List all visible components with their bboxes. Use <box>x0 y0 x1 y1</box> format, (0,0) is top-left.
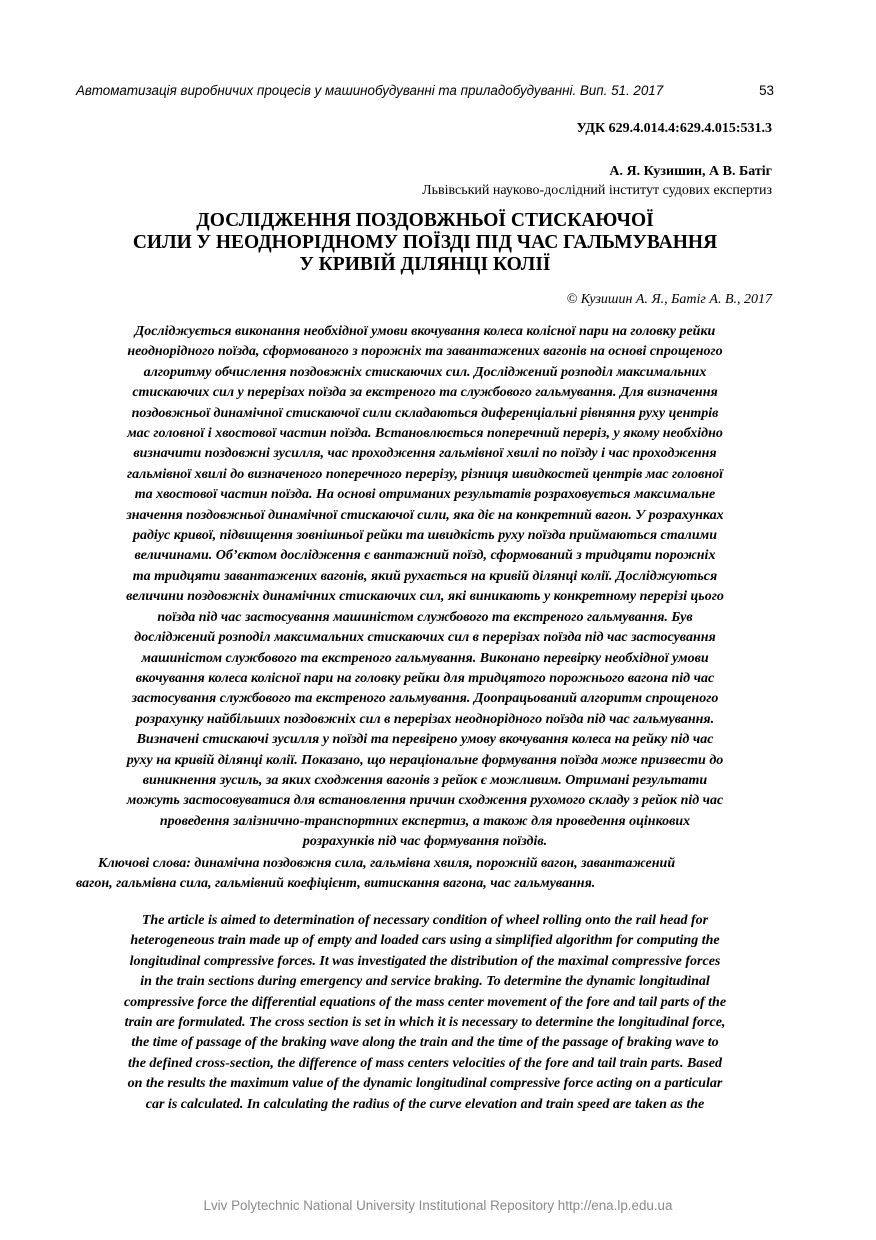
abstract-line: можуть застосовуватися для встановлення причин сходження рухомого складу з рейок під час <box>126 793 724 809</box>
abstract-line: train are formulated. The cross section is set in which it is necessary to determine the longitudinal force, <box>124 1015 726 1031</box>
repository-footer: Lviv Polytechnic National University Institutional Repository http://ena.lp.edu.ua <box>203 1198 673 1213</box>
copyright: © Кузишин А. Я., Батіг А. В., 2017 <box>566 292 772 307</box>
affiliation: Львівський науково-дослідний інститут судових експертиз <box>422 183 772 198</box>
title-line: ДОСЛІДЖЕННЯ ПОЗДОВЖНЬОЇ СТИСКАЮЧОЇ <box>196 210 654 231</box>
abstract-line: мас головної і хвостової частин поїзда. Встановлюється поперечний переріз, у якому необхідно <box>127 426 723 442</box>
abstract-line: Досліджується виконання необхідної умови вкочування колеса колісної пари на головку рейки <box>134 324 716 339</box>
abstract-line: the defined cross-section, the difference of mass centers velocities of the fore and tail train parts. Based <box>128 1055 722 1071</box>
abstract-line: та хвостової частин поїзда. На основі отриманих результатів розраховується максимальне <box>134 487 716 503</box>
abstract-line: вкочування колеса колісної пари на головку рейки для тридцятого порожнього вагона під час <box>135 670 715 686</box>
abstract-line: визначити поздовжні зусилля, час проходження гальмівної хвилі по поїзду і час проходження <box>133 446 717 462</box>
abstract-line: on the results the maximum value of the dynamic longitudinal compressive force acting on a particular <box>127 1076 723 1092</box>
abstract-line: проведення залізнично-транспортних експертиз, а також для проведення оцінкових <box>159 813 691 829</box>
abstract-line: The article is aimed to determination of necessary condition of wheel rolling onto the rail head for <box>141 913 709 928</box>
keywords-line: вагон, гальмівна сила, гальмівний коефіцієнт, витискання вагона, час гальмування. <box>76 876 596 892</box>
abstract-line: алгоритму обчислення поздовжніх стискаючих сил. Досліджений розподіл максимальних <box>143 364 707 380</box>
keywords-line: Ключові слова: динамічна поздовжня сила, гальмівна хвиля, порожній вагон, завантажений <box>98 856 676 871</box>
abstract-line: величинами. Об’єктом дослідження є вантажний поїзд, сформований з тридцяти порожніх <box>134 548 716 564</box>
page-number: 53 <box>759 83 774 98</box>
abstract-line: гальмівної хвилі до визначеного поперечного перерізу, різниця швидкостей центрів мас головної <box>127 466 723 482</box>
abstract-line: досліджений розподіл максимальних стискаючих сил в перерізах поїзда під час застосування <box>134 630 716 646</box>
abstract-line: розрахунку найбільших поздовжніх сил в перерізах неоднорідного поїзда під час гальмування. <box>135 711 715 727</box>
abstract-line: машиністом службового та екстреного гальмування. Виконано перевірку необхідної умови <box>141 650 709 666</box>
abstract-line: радіус кривої, підвищення зовнішньої рейки та швидкість руху поїзда приймаються сталими <box>132 528 717 544</box>
running-header <box>76 83 774 101</box>
title-line: СИЛИ У НЕОДНОРІДНОМУ ПОЇЗДІ ПІД ЧАС ГАЛЬМУВАННЯ <box>132 232 718 253</box>
abstract-english <box>76 911 774 1115</box>
abstract-line: неоднорідного поїзда, сформованого з порожніх та завантажених вагонів на основі спрощеного <box>127 344 723 360</box>
abstract-line: car is calculated. In calculating the radius of the curve elevation and train speed are taken as the <box>145 1096 705 1112</box>
udk-code: УДК 629.4.014.4:629.4.015:531.3 <box>576 121 772 136</box>
abstract-line: величини поздовжніх динамічних стискаючих сил, які виникають у конкретному перерізі цього <box>126 589 724 605</box>
abstract-ukrainian <box>76 322 774 853</box>
abstract-line: поїзда під час застосування машиністом службового та екстреного гальмування. Був <box>157 609 693 625</box>
abstract-line: in the train sections during emergency and service braking. To determine the dynamic longitudinal <box>140 974 710 990</box>
paper-title <box>76 210 774 276</box>
keywords <box>76 854 774 895</box>
abstract-line: стискаючих сил у перерізах поїзда за екстреного та службового гальмування. Для визначення <box>132 385 718 401</box>
title-line: У КРИВІЙ ДІЛЯНЦІ КОЛІЇ <box>299 254 551 275</box>
abstract-line: compressive force the differential equations of the mass center movement of the fore and tail parts of the <box>123 994 727 1010</box>
abstract-line: longitudinal compressive forces. It was investigated the distribution of the maximal compressive forces <box>129 953 721 969</box>
authors: А. Я. Кузишин, А В. Батіг <box>609 164 772 179</box>
journal-title: Автоматизація виробничих процесів у машинобудуванні та приладобудуванні. Вип. 51. 2017 <box>76 83 664 98</box>
abstract-line: руху на кривій ділянці колії. Показано, що нераціональне формування поїзда може призвести до <box>126 752 724 768</box>
abstract-line: значення поздовжньої динамічної стискаючої сили, яка діє на конкретний вагон. У розрахунках <box>126 507 724 523</box>
abstract-line: застосування службового та екстреного гальмування. Доопрацьований алгоритм спрощеного <box>131 691 719 707</box>
abstract-line: поздовжньої динамічної стискаючої сили складаються диференціальні рівняння руху центрів <box>131 405 719 421</box>
abstract-line: виникнення зусиль, за яких сходження вагонів з рейок є можливим. Отримані результати <box>142 772 708 788</box>
abstract-line: розрахунків під час формування поїздів. <box>302 834 548 850</box>
abstract-line: heterogeneous train made up of empty and loaded cars using a simplified algorithm for computing the <box>130 933 720 949</box>
abstract-line: та тридцяти завантажених вагонів, який рухається на кривій ділянці колії. Досліджуються <box>132 568 718 584</box>
abstract-line: Визначені стискаючі зусилля у поїзді та перевірено умову вкочування колеса на рейку під час <box>136 732 714 748</box>
abstract-line: the time of passage of the braking wave along the train and the time of the passage of braking wave to <box>131 1035 719 1051</box>
